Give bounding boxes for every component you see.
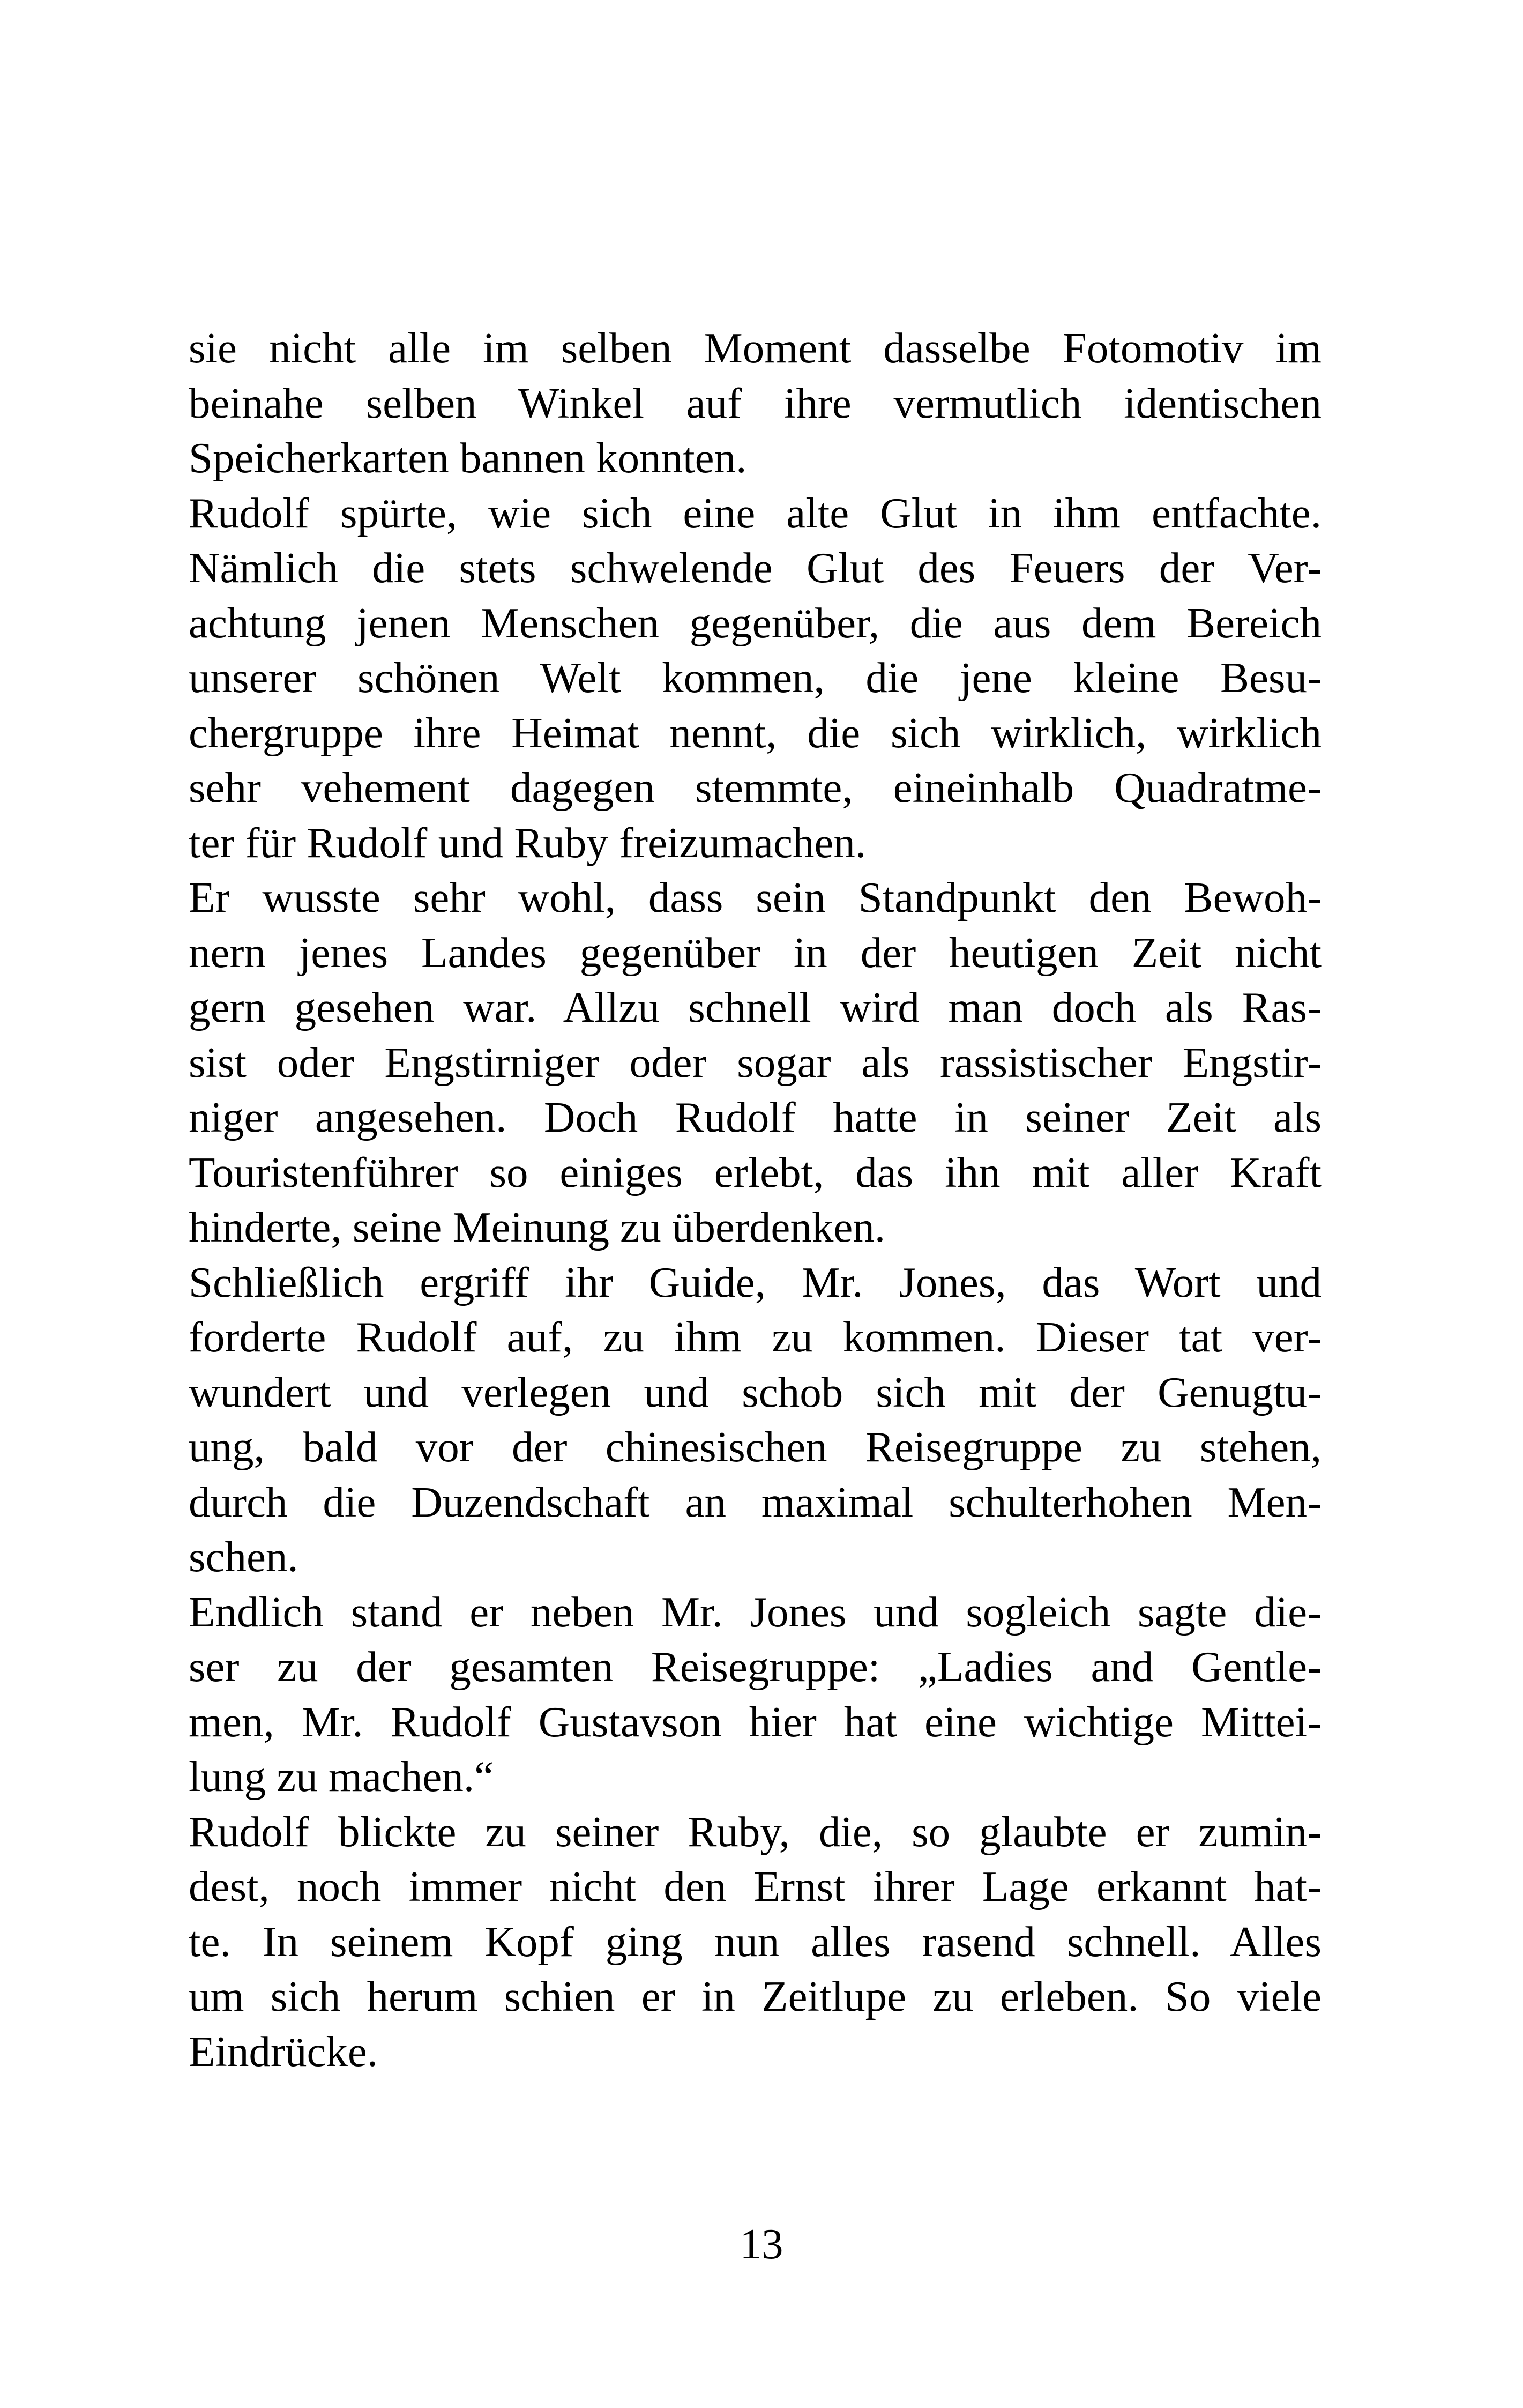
text-line: men, Mr. Rudolf Gustavson hier hat eine wichtige Mittei- — [189, 1697, 1322, 1746]
text-line: Er wusste sehr wohl, dass sein Standpunkt den Bewoh- — [189, 873, 1322, 921]
text-line: sist oder Engstirniger oder sogar als rassistischer Engstir- — [189, 1038, 1322, 1087]
page-number: 13 — [740, 2220, 783, 2268]
text-line: niger angesehen. Doch Rudolf hatte in seiner Zeit als — [189, 1093, 1322, 1141]
text-line: wundert und verlegen und schob sich mit der Genugtu- — [189, 1367, 1322, 1416]
text-line: chergruppe ihre Heimat nennt, die sich wirklich, wirklich — [189, 708, 1322, 757]
text-line: Rudolf spürte, wie sich eine alte Glut in ihm entfachte. — [189, 488, 1322, 537]
text-line: ter für Rudolf und Ruby freizumachen. — [189, 818, 867, 867]
text-line: durch die Duzendschaft an maximal schulterhohen Men- — [189, 1477, 1322, 1526]
text-line: Touristenführer so einiges erlebt, das ihn mit aller Kraft — [189, 1148, 1322, 1196]
text-line: unserer schönen Welt kommen, die jene kleine Besu- — [189, 653, 1322, 702]
text-line: sehr vehement dagegen stemmte, eineinhalb Quadratme- — [189, 763, 1322, 812]
text-line: Eindrücke. — [189, 2027, 378, 2076]
text-line: Nämlich die stets schwelende Glut des Feuers der Ver- — [189, 544, 1322, 592]
text-line: beinahe selben Winkel auf ihre vermutlich identischen — [189, 378, 1322, 427]
text-line: ser zu der gesamten Reisegruppe: „Ladies and Gentle- — [189, 1643, 1322, 1691]
text-line: schen. — [189, 1533, 298, 1581]
text-line: hinderte, seine Meinung zu überdenken. — [189, 1203, 886, 1251]
text-line: Schließlich ergriff ihr Guide, Mr. Jones, das Wort und — [189, 1258, 1322, 1306]
text-line: achtung jenen Menschen gegenüber, die aus dem Bereich — [189, 598, 1322, 647]
text-line: um sich herum schien er in Zeitlupe zu erleben. So viele — [189, 1972, 1322, 2020]
text-line: nern jenes Landes gegenüber in der heutigen Zeit nicht — [189, 928, 1322, 977]
text-line: forderte Rudolf auf, zu ihm zu kommen. Dieser tat ver- — [189, 1313, 1322, 1361]
text-line: ung, bald vor der chinesischen Reisegruppe zu stehen, — [189, 1423, 1322, 1471]
text-line: Speicherkarten bannen konnten. — [189, 434, 747, 482]
text-line: dest, noch immer nicht den Ernst ihrer Lage erkannt hat- — [189, 1862, 1322, 1911]
text-line: sie nicht alle im selben Moment dasselbe Fotomotiv im — [189, 324, 1322, 372]
text-line: lung zu machen.“ — [189, 1752, 494, 1801]
text-line: gern gesehen war. Allzu schnell wird man doch als Ras- — [189, 983, 1322, 1031]
text-line: te. In seinem Kopf ging nun alles rasend schnell. Alles — [189, 1917, 1322, 1966]
text-line: Rudolf blickte zu seiner Ruby, die, so glaubte er zumin- — [189, 1807, 1322, 1856]
body-text — [189, 321, 1322, 2079]
text-line: Endlich stand er neben Mr. Jones und sogleich sagte die- — [189, 1587, 1322, 1636]
